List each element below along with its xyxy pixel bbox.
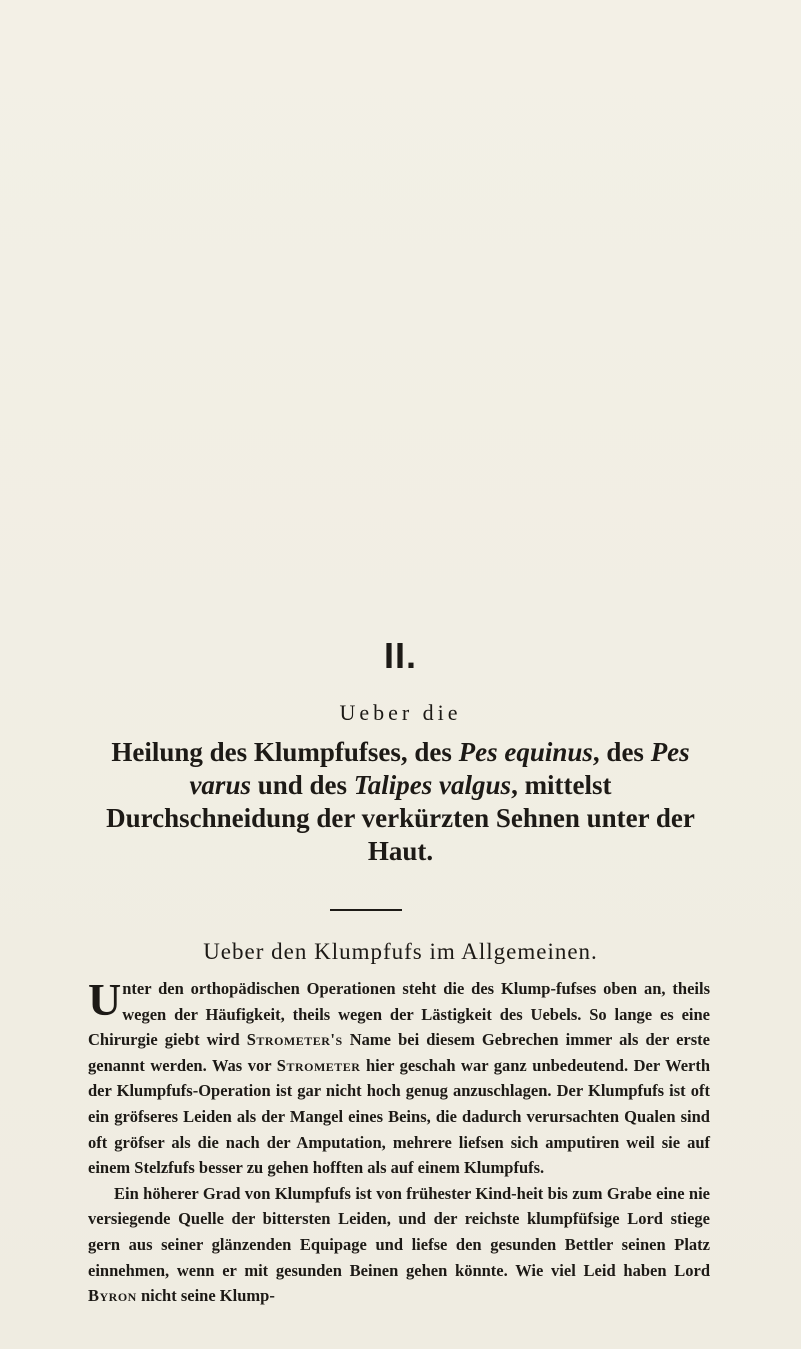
title-part: Heilung des Klumpfufses, des (111, 737, 459, 767)
paragraph-text: Name bei diesem Gebrechen immer als der erste genannt werden. Was vor (88, 1030, 710, 1075)
title-italic: Pes equinus (458, 737, 593, 767)
paragraph-text: nicht seine Klump- (136, 1286, 275, 1306)
author-name: Strometer (276, 1055, 361, 1075)
chapter-number: II. (383, 635, 417, 676)
horizontal-rule (330, 909, 402, 911)
paragraph-text: hier geschah war ganz unbedeutend. Der Werth der Klumpfufs-Operation ist gar nicht hoch genug anzuschlagen. Der Klumpfufs ist oft ein gröfseres Leiden als der Mangel eines Beins, die dadurch verursachten Qualen sind oft gröfser als die nach der Amputation, mehrere liefsen sich amputiren weil sie auf einem Stelzfufs besser zu gehen hofften als auf einem Klumpfufs. (88, 1055, 711, 1178)
title-part: , des (592, 737, 651, 767)
body-text (88, 976, 710, 1309)
chapter-title (90, 736, 711, 868)
title-part: und des (250, 770, 354, 800)
section-heading: Ueber den Klumpfufs im Allgemeinen. (203, 939, 598, 964)
author-name: Strometer's (246, 1030, 343, 1050)
title-italic: Pes varus (189, 737, 690, 800)
title-part: , mittelst Durchschneidung der verkürzten Sehnen unter der Haut. (106, 770, 695, 866)
paragraph-1 (88, 976, 710, 1181)
ueber-die-line: Ueber die (339, 700, 462, 725)
paragraph-text: nter den orthopädischen Operationen steht die des Klump-fufses oben an, theils wegen der Häufigkeit, theils wegen der Lästigkeit des Uebels. So lange es eine Chirurgie giebt wird (88, 979, 710, 1050)
title-italic: Talipes valgus (353, 770, 512, 800)
drop-cap: U (88, 974, 122, 1025)
author-name: Byron (88, 1286, 137, 1306)
paragraph-text: Ein höherer Grad von Klumpfufs ist von frühester Kind-heit bis zum Grabe eine nie versiegende Quelle der bittersten Leiden, und der reichste klumpfüfsige Lord stiege gern aus seiner glänzenden Equipage und liefse den gesunden Bettler seinen Platz einnehmen, wenn er mit gesunden Beinen gehen könnte. Wie viel Leid haben Lord (88, 1183, 710, 1280)
paragraph-2 (88, 1181, 710, 1309)
